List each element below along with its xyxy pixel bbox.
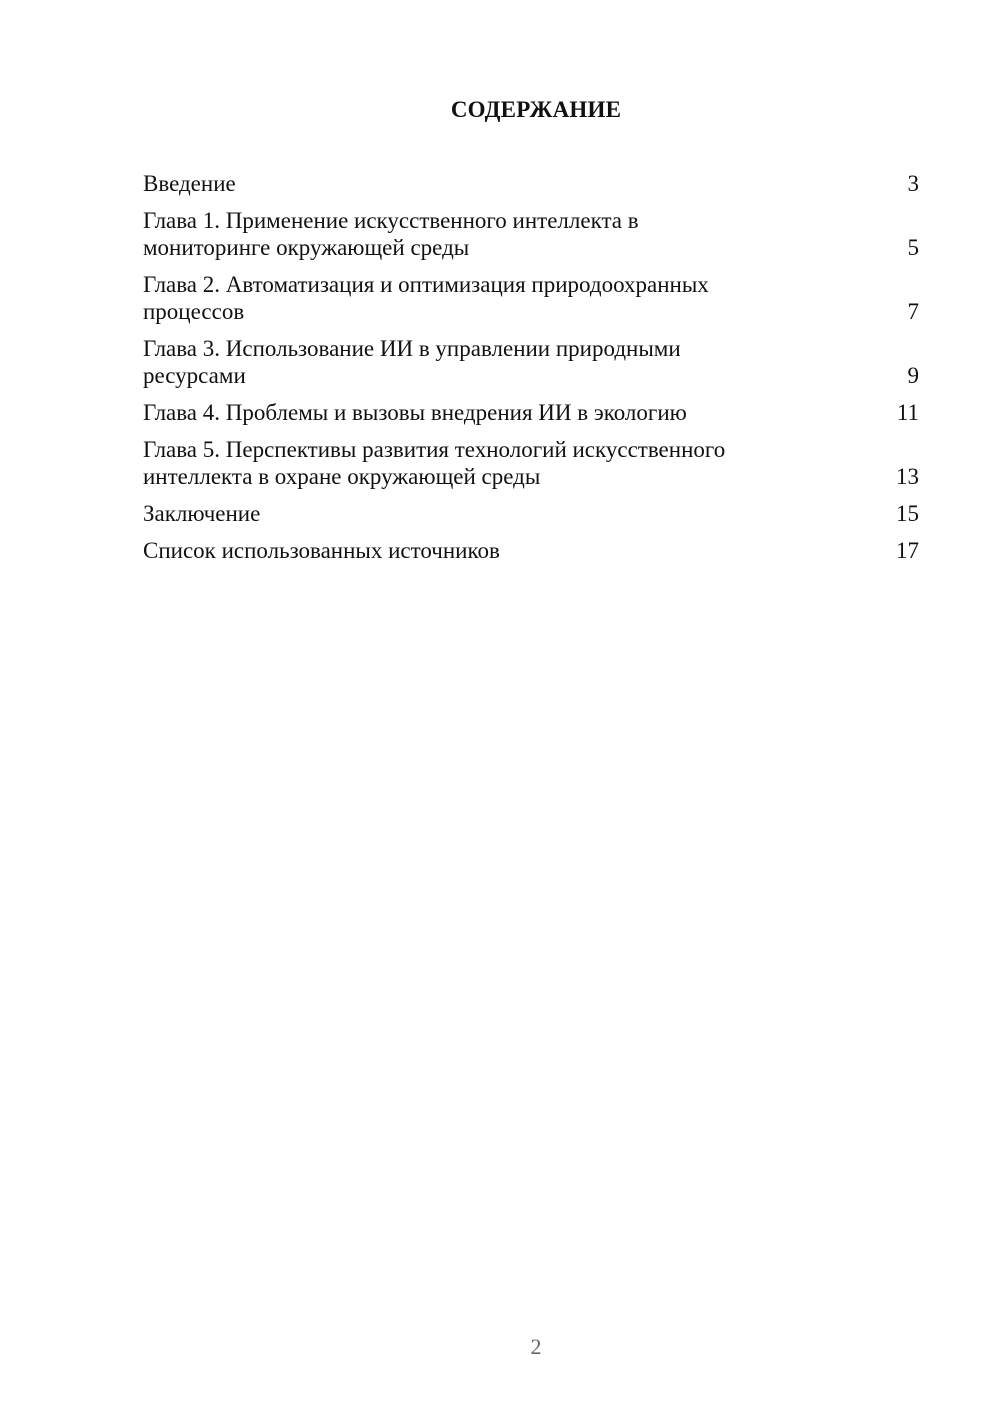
toc-entry-introduction (143, 170, 919, 197)
toc-title: СОДЕРЖАНИЕ (450, 97, 622, 122)
toc-entry-references (143, 537, 919, 564)
table-of-contents (143, 170, 919, 574)
toc-entry-text: Список использованных источников (143, 538, 500, 563)
toc-entry-page: 13 (896, 464, 919, 489)
toc-entry-chapter-3 (143, 335, 919, 389)
toc-entry-chapter-4 (143, 399, 919, 426)
toc-entry-page: 3 (907, 171, 919, 196)
toc-entry-page: 17 (896, 538, 919, 563)
toc-entry-text: Глава 5. Перспективы развития технологий искусственного интеллекта в охране окружающей среды (143, 437, 726, 489)
toc-entry-page: 7 (907, 299, 919, 324)
toc-entry-chapter-2 (143, 271, 919, 325)
toc-entry-page: 5 (907, 235, 919, 260)
toc-entry-text: Глава 3. Использование ИИ в управлении природными ресурсами (143, 336, 681, 388)
toc-entry-text: Глава 4. Проблемы и вызовы внедрения ИИ в экологию (143, 400, 687, 425)
toc-entry-text: Введение (143, 171, 236, 196)
toc-entry-text: Заключение (143, 501, 261, 526)
toc-entry-text: Глава 2. Автоматизация и оптимизация природоохранных процессов (143, 272, 709, 324)
toc-entry-chapter-1 (143, 207, 919, 261)
toc-entry-text: Глава 1. Применение искусственного интеллекта в мониторинге окружающей среды (143, 208, 639, 260)
toc-entry-page: 11 (896, 400, 919, 425)
toc-entry-page: 15 (896, 501, 919, 526)
toc-entry-conclusion (143, 500, 919, 527)
page-number: 2 (530, 1334, 542, 1359)
toc-entry-page: 9 (907, 363, 919, 388)
toc-entry-chapter-5 (143, 436, 919, 490)
